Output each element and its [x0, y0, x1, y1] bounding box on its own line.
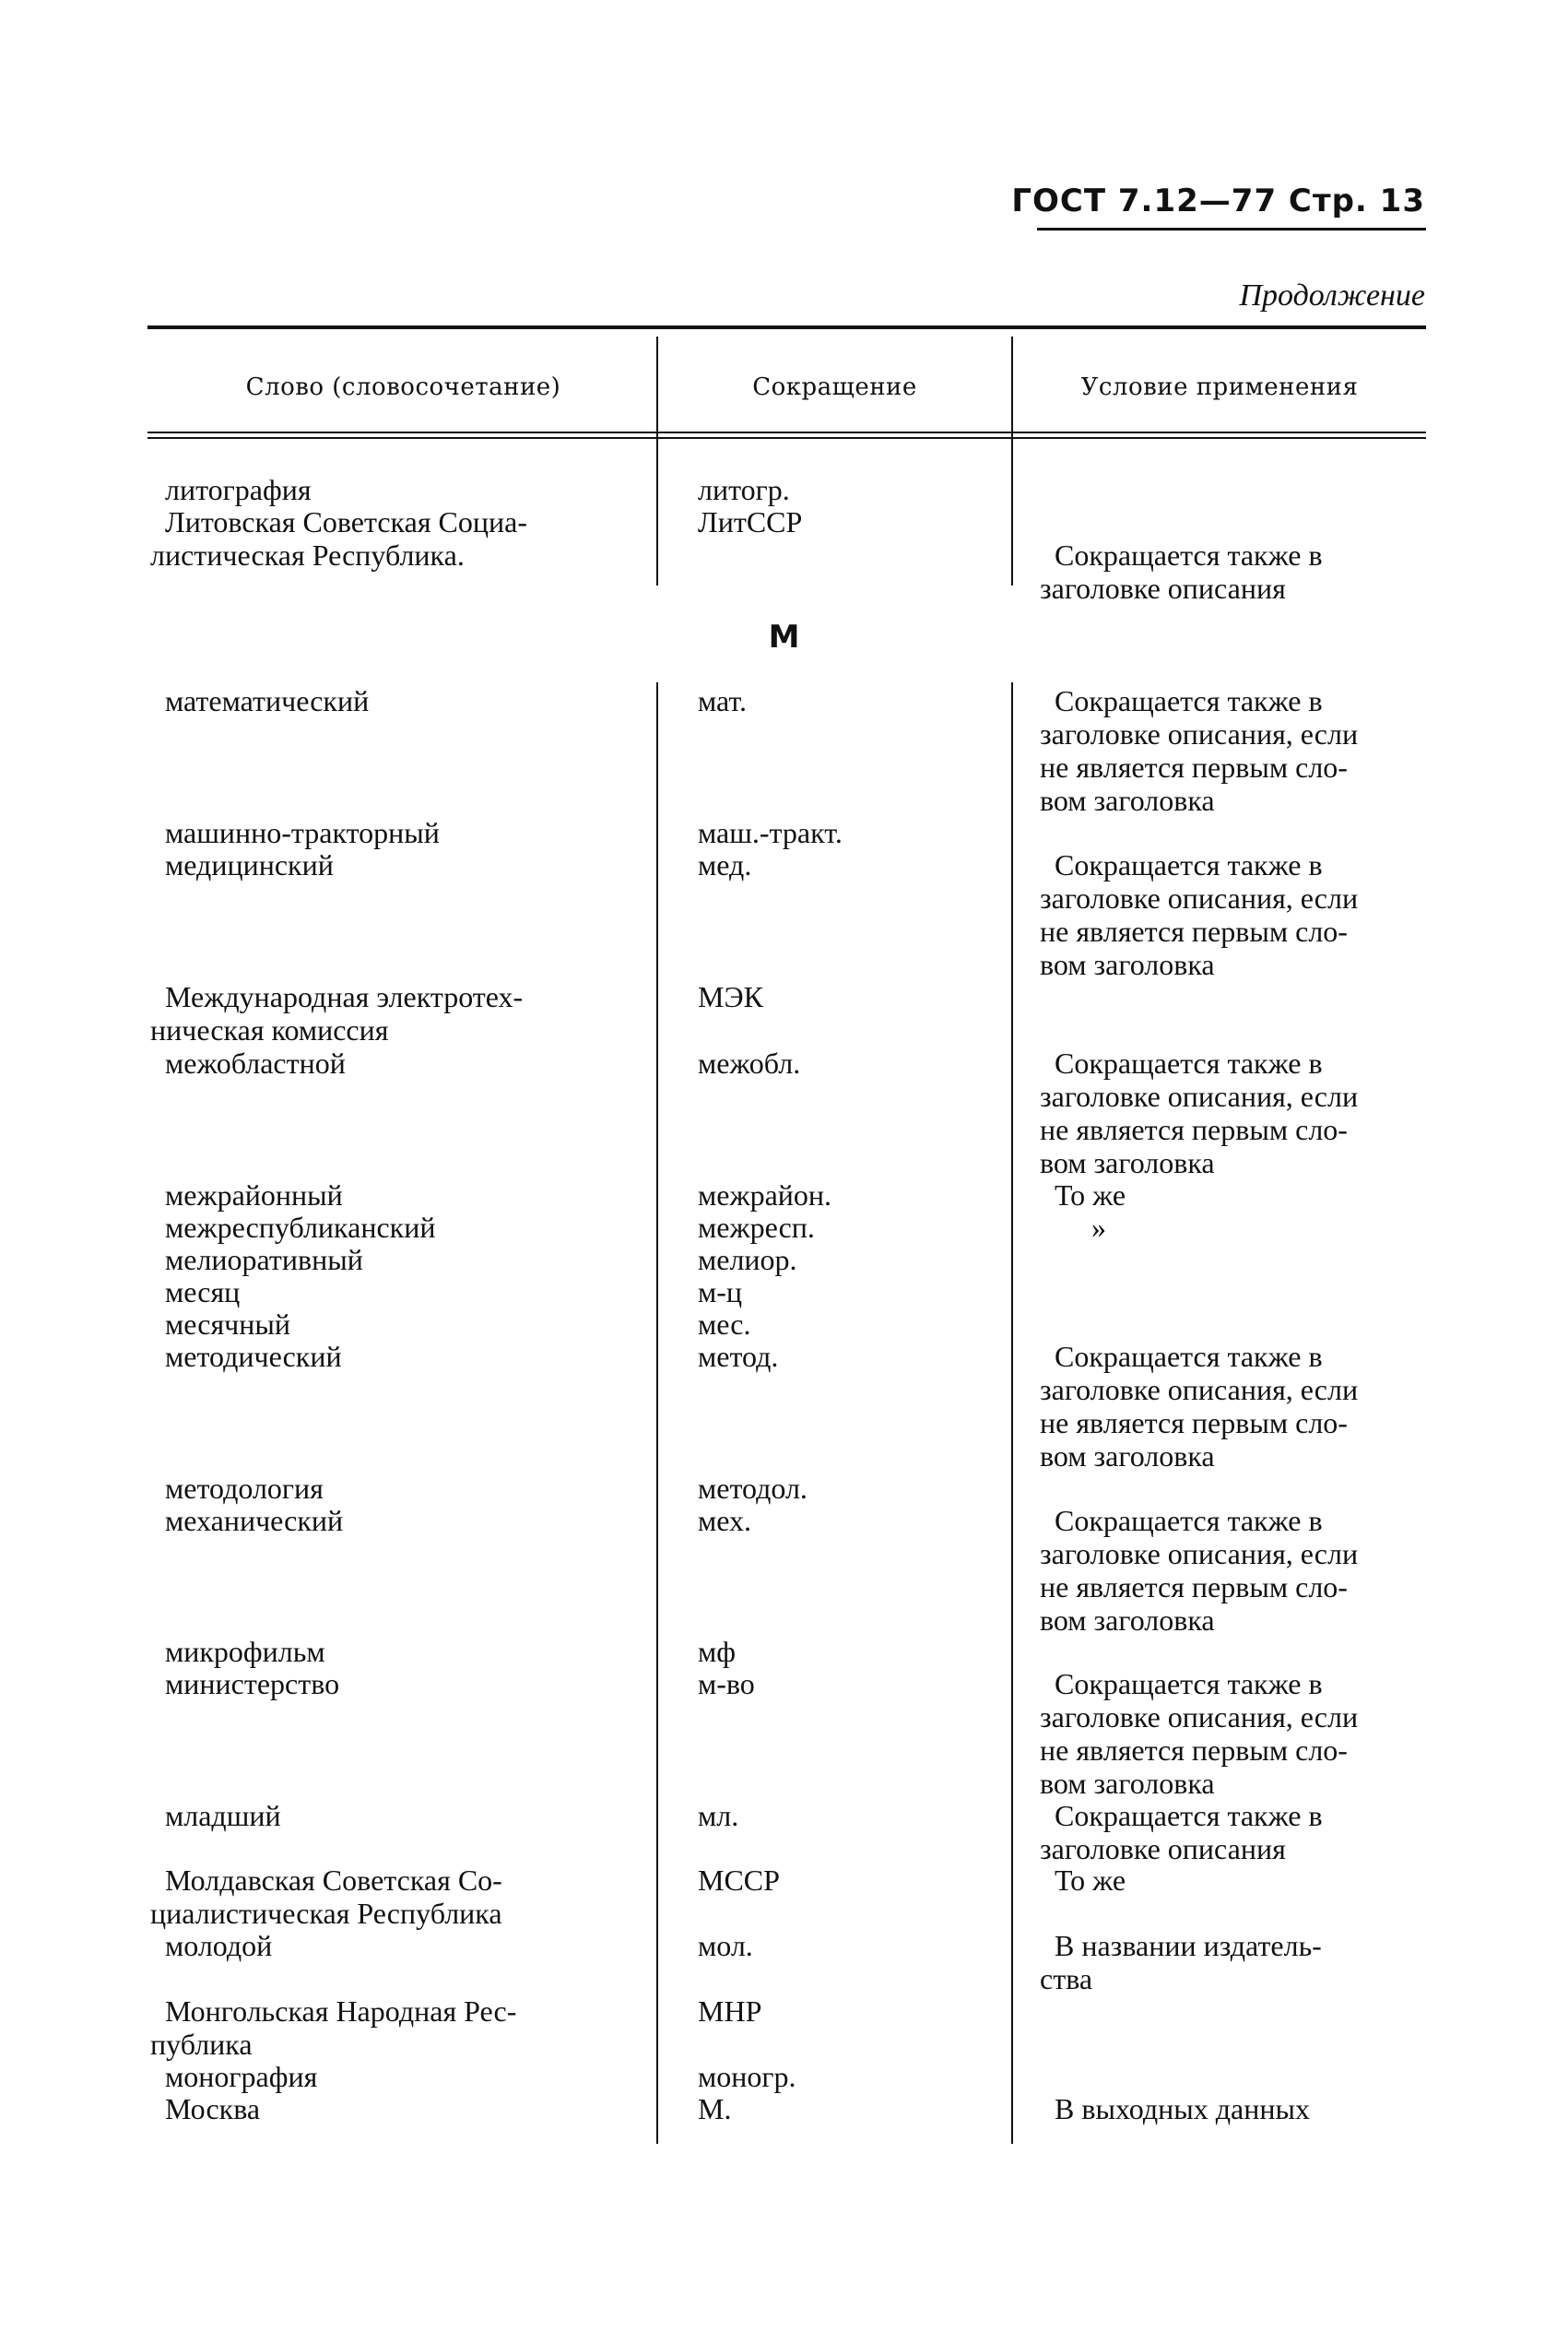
row-word: монография [150, 2060, 318, 2093]
row-word: Монгольская Народная Рес- публика [150, 1994, 517, 2061]
row-word: Литовская Советская Социа- листическая Республика. [150, 505, 527, 572]
row-abbreviation: мед. [698, 848, 752, 882]
row-abbreviation: межобл. [698, 1047, 801, 1080]
continuation-label: Продолжение [1239, 278, 1425, 313]
row-abbreviation: мол. [698, 1929, 753, 1962]
row-word: медицинский [150, 848, 334, 882]
row-word: Москва [150, 2092, 261, 2125]
row-abbreviation: м-во [698, 1667, 755, 1700]
row-abbreviation: метод. [698, 1340, 779, 1373]
row-condition: В выходных данных [1040, 2092, 1310, 2125]
row-condition: Сокращается также в заголовке описания, если не является первым сло- вом заголовка [1040, 848, 1359, 981]
row-abbreviation: м-ц [698, 1275, 743, 1308]
row-abbreviation: МССР [698, 1864, 780, 1897]
row-word: министерство [150, 1667, 340, 1700]
row-condition: Сокращается также в заголовке описания [1040, 538, 1323, 605]
col-header-abbreviation: Сокращение [752, 373, 917, 401]
row-word: межреспубликанский [150, 1211, 436, 1244]
row-abbreviation: ЛитССР [698, 505, 803, 538]
row-abbreviation: мл. [698, 1799, 739, 1832]
header-rule [1037, 228, 1426, 231]
row-word: литография [150, 473, 312, 506]
row-abbreviation: межрайон. [698, 1178, 832, 1212]
col-header-word: Слово (словосочетание) [245, 373, 561, 401]
section-letter: М [768, 619, 800, 656]
row-abbreviation: мех. [698, 1504, 752, 1537]
row-abbreviation: МЭК [698, 980, 763, 1013]
row-abbreviation: моногр. [698, 2060, 796, 2093]
row-condition: Сокращается также в заголовке описания, если не является первым сло- вом заголовка [1040, 1047, 1359, 1179]
column-divider-1 [656, 682, 658, 2144]
row-abbreviation: мелиор. [698, 1243, 797, 1276]
row-abbreviation: межресп. [698, 1211, 815, 1244]
row-word: Молдавская Советская Со- циалистическая Республика [150, 1864, 502, 1930]
row-condition: Сокращается также в заголовке описания, если не является первым сло- вом заголовка [1040, 1340, 1359, 1473]
row-word: межобластной [150, 1047, 346, 1080]
row-word: методология [150, 1472, 324, 1505]
row-condition: Сокращается также в заголовке описания, если не является первым сло- вом заголовка [1040, 684, 1359, 817]
row-word: микрофильм [150, 1635, 325, 1668]
row-word: методический [150, 1340, 342, 1373]
row-word: месячный [150, 1307, 291, 1341]
row-word: машинно-тракторный [150, 816, 440, 849]
table-header-rule [147, 432, 1426, 439]
row-abbreviation: М. [698, 2092, 732, 2125]
row-abbreviation: маш.-тракт. [698, 816, 843, 849]
row-condition: То же [1040, 1178, 1126, 1212]
row-condition: В названии издатель- ства [1040, 1929, 1322, 1995]
row-abbreviation: МНР [698, 1994, 762, 2028]
row-word: младший [150, 1799, 281, 1832]
row-word: месяц [150, 1275, 241, 1308]
col-header-condition: Условие применения [1080, 373, 1359, 401]
row-abbreviation: мф [698, 1635, 736, 1668]
page-header-title: ГОСТ 7.12—77 Стр. 13 [1011, 183, 1425, 219]
row-condition: Сокращается также в заголовке описания, если не является первым сло- вом заголовка [1040, 1667, 1359, 1800]
row-word: механический [150, 1504, 344, 1537]
row-condition: Сокращается также в заголовке описания, если не является первым сло- вом заголовка [1040, 1504, 1359, 1637]
row-abbreviation: методол. [698, 1472, 808, 1505]
row-condition: » [1040, 1211, 1106, 1244]
row-word: Международная электротех- ническая комиссия [150, 980, 524, 1047]
column-divider-2 [1011, 682, 1013, 2144]
row-abbreviation: литогр. [698, 473, 790, 506]
row-condition: То же [1040, 1864, 1126, 1897]
row-word: мелиоративный [150, 1243, 363, 1276]
row-abbreviation: мес. [698, 1307, 751, 1341]
row-word: молодой [150, 1929, 273, 1962]
row-word: межрайонный [150, 1178, 343, 1212]
row-abbreviation: мат. [698, 684, 747, 717]
table-top-rule [147, 325, 1426, 329]
row-word: математический [150, 684, 370, 717]
row-condition: Сокращается также в заголовке описания [1040, 1799, 1323, 1865]
